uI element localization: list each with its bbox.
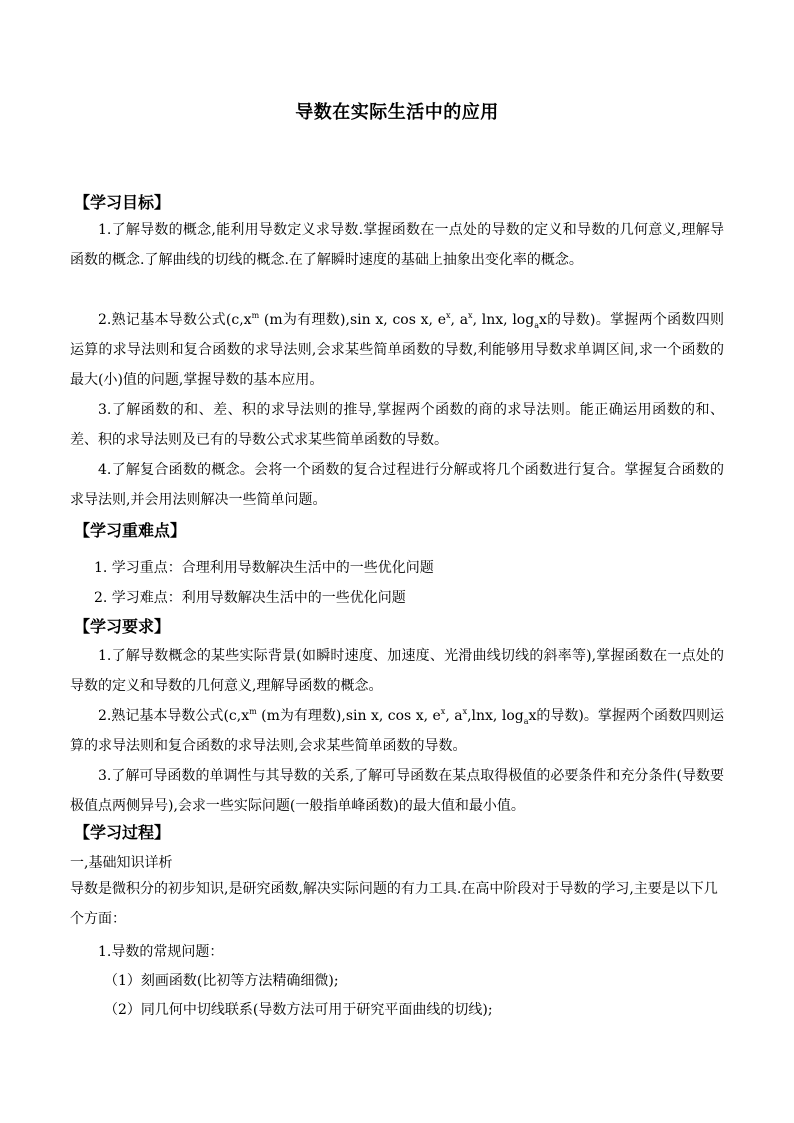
superscript: m (251, 311, 260, 320)
text-segment: x的导数)。掌握两个函数四则运算的求导法则和复合函数的求导法则,会求某些简单函数的导数。 (70, 708, 724, 754)
process-intro: 导数是微积分的初步知识,是研究函数,解决实际问题的有力工具.在高中阶段对于导数的学习,主要是以下几个方面： (70, 881, 718, 927)
text-segment: , lnx, log (472, 312, 535, 328)
section-heading-key: 【学习重难点】 (74, 521, 187, 540)
superscript: x (446, 311, 451, 320)
subscript: a (534, 320, 539, 330)
superscript: x (468, 311, 473, 320)
section-heading-requirements: 【学习要求】 (74, 617, 171, 636)
section-heading-process: 【学习过程】 (74, 823, 171, 842)
requirements-paragraph-3: 3.了解可导函数的单调性与其导数的关系,了解可导函数在某点取得极值的必要条件和充分条件(导数要极值点两侧异号),会求一些实际问题(一般指单峰函数)的最大值和最小值。 (70, 768, 724, 814)
process-point-1: 1.导数的常规问题： (98, 944, 224, 960)
text-segment: x的导数)。掌握两个函数四则运算的求导法则和复合函数的求导法则,会求某些简单函数的导数,利能够用导数求单调区间,求一个函数的最大(小)值的问题,掌握导数的基本应用。 (70, 312, 724, 388)
text-segment: 2.熟记基本导数公式(c,x (98, 708, 250, 724)
text-segment: 2.熟记基本导数公式(c,x (98, 312, 252, 328)
key-item-2: 2. 学习难点：利用导数解决生活中的一些优化问题 (94, 590, 406, 606)
process-point-1b: （2）同几何中切线联系(导数方法可用于研究平面曲线的切线); (104, 1002, 493, 1018)
goals-paragraph-3: 3.了解函数的和、差、积的求导法则的推导,掌握两个函数的商的求导法则。能正确运用函数的和、差、积的求导法则及已有的导数公式求某些简单函数的导数。 (70, 402, 724, 448)
page-title: 导数在实际生活中的应用 (295, 102, 499, 123)
text-segment: , a (450, 312, 469, 328)
key-item-1: 1. 学习重点：合理利用导数解决生活中的一些优化问题 (94, 560, 434, 576)
goals-paragraph-4: 4.了解复合函数的概念。会将一个函数的复合过程进行分解或将几个函数进行复合。掌握复合函数的求导法则,并会用法则解决一些简单问题。 (70, 462, 724, 508)
superscript: m (249, 707, 257, 716)
requirements-paragraph-2 (70, 701, 724, 761)
superscript: x (440, 707, 446, 716)
goals-paragraph-1: 1.了解导数的概念,能利用导数定义求导数.掌握函数在一点处的导数的定义和导数的几何意义,理解导函数的概念.了解曲线的切线的概念.在了解瞬时速度的基础上抽象出变化率的概念。 (70, 222, 724, 268)
subscript: a (523, 716, 529, 726)
text-segment: (m为有理数),sin x, cos x, e (259, 312, 446, 328)
process-subheading: 一,基础知识详析 (70, 855, 173, 871)
goals-paragraph-2 (70, 305, 724, 395)
text-segment: ,lnx, log (467, 708, 524, 724)
requirements-paragraph-1: 1.了解导数概念的某些实际背景(如瞬时速度、加速度、光滑曲线切线的斜率等),掌握函数在一点处的导数的定义和导数的几何意义,理解导函数的概念。 (70, 648, 724, 694)
process-point-1a: （1）刻画函数(比初等方法精确细微); (104, 973, 339, 989)
text-segment: , a (445, 708, 463, 724)
text-segment: (m为有理数),sin x, cos x, e (256, 708, 441, 724)
section-heading-goals: 【学习目标】 (74, 193, 171, 212)
superscript: x (462, 707, 468, 716)
